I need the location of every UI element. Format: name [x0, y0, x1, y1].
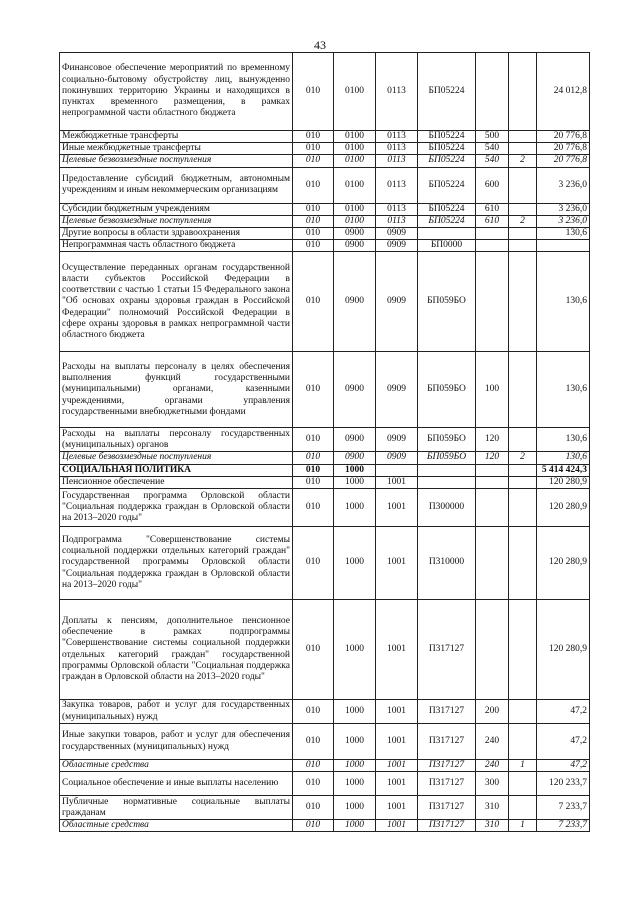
admin-code-cell: 010	[293, 252, 334, 352]
row-name-cell: Осуществление переданных органам государственной власти субъектов Российской Федерации в соответствии с частью 1 статьи 15 Федерального закона "Об основах охраны здоровья граждан в Российской Федерации" полномочий Российской Федерации в сфере охраны здоровья в рамках непрограммной части областного бюджета	[60, 252, 293, 352]
table-row	[60, 215, 590, 227]
amount-cell: 47,2	[537, 760, 590, 772]
source-code-cell	[509, 203, 537, 215]
amount-cell: 7 233,7	[537, 796, 590, 820]
row-name-cell: Межбюджетные трансферты	[60, 131, 293, 143]
target-article-code-cell: П317127	[418, 760, 476, 772]
target-article-code-cell: БП05224	[418, 143, 476, 155]
row-name-cell: Целевые безвозмездные поступления	[60, 215, 293, 227]
admin-code-cell: 010	[293, 203, 334, 215]
target-article-code-cell: БП059БО	[418, 352, 476, 428]
target-article-code-cell: БП0000	[418, 240, 476, 252]
amount-cell: 20 776,8	[537, 143, 590, 155]
table-row	[60, 167, 590, 203]
target-article-code-cell	[418, 464, 476, 476]
admin-code-cell: 010	[293, 700, 334, 724]
expense-type-code-cell	[476, 240, 509, 252]
row-name-cell: Пенсионное обеспечение	[60, 476, 293, 488]
source-code-cell	[509, 600, 537, 700]
amount-cell: 5 414 424,3	[537, 464, 590, 476]
target-article-code-cell	[418, 228, 476, 240]
table-row	[60, 352, 590, 428]
amount-cell: 7 233,7	[537, 820, 590, 832]
row-name-cell: Государственная программа Орловской области "Социальная поддержка граждан в Орловской области на 2013–2020 годы"	[60, 489, 293, 527]
subsection-code-cell: 0113	[376, 131, 418, 143]
table-row	[60, 700, 590, 724]
row-name-cell: Расходы на выплаты персоналу в целях обеспечения выполнения функций государственными (муниципальными) органами, казенными учреждениями, органами управления государственными внебюджетными фондами	[60, 352, 293, 428]
row-name-cell: Областные средства	[60, 820, 293, 832]
table-row	[60, 760, 590, 772]
source-code-cell	[509, 700, 537, 724]
amount-cell: 130,6	[537, 428, 590, 452]
expense-type-code-cell: 100	[476, 352, 509, 428]
expense-type-code-cell: 310	[476, 820, 509, 832]
subsection-code-cell: 1001	[376, 796, 418, 820]
subsection-code-cell: 0113	[376, 53, 418, 131]
admin-code-cell: 010	[293, 760, 334, 772]
table-row	[60, 772, 590, 796]
section-code-cell: 0900	[334, 428, 376, 452]
row-name-cell: Финансовое обеспечение мероприятий по временному социально-бытовому обустройству лиц, вынужденно покинувших территорию Украины и находящихся в пунктах временного размещения, в рамках непрограммной части областного бюджета	[60, 53, 293, 131]
target-article-code-cell: БП05224	[418, 155, 476, 167]
subsection-code-cell: 1001	[376, 527, 418, 600]
section-code-cell: 0100	[334, 53, 376, 131]
source-code-cell	[509, 476, 537, 488]
subsection-code-cell: 0909	[376, 228, 418, 240]
expense-type-code-cell: 120	[476, 428, 509, 452]
source-code-cell	[509, 167, 537, 203]
row-name-cell: Субсидии бюджетным учреждениям	[60, 203, 293, 215]
subsection-code-cell: 1001	[376, 476, 418, 488]
subsection-code-cell: 0113	[376, 215, 418, 227]
expense-type-code-cell: 240	[476, 760, 509, 772]
target-article-code-cell: П317127	[418, 796, 476, 820]
expense-type-code-cell	[476, 228, 509, 240]
source-code-cell	[509, 228, 537, 240]
table-row	[60, 476, 590, 488]
amount-cell: 20 776,8	[537, 131, 590, 143]
subsection-code-cell: 0909	[376, 252, 418, 352]
source-code-cell	[509, 131, 537, 143]
subsection-code-cell	[376, 464, 418, 476]
admin-code-cell: 010	[293, 527, 334, 600]
expense-type-code-cell: 200	[476, 700, 509, 724]
table-row	[60, 53, 590, 131]
table-row	[60, 228, 590, 240]
expense-type-code-cell: 500	[476, 131, 509, 143]
row-name-cell: Целевые безвозмездные поступления	[60, 155, 293, 167]
amount-cell: 130,6	[537, 452, 590, 464]
target-article-code-cell	[418, 476, 476, 488]
target-article-code-cell: БП05224	[418, 167, 476, 203]
row-name-cell: СОЦИАЛЬНАЯ ПОЛИТИКА	[60, 464, 293, 476]
amount-cell: 130,6	[537, 252, 590, 352]
expense-type-code-cell: 300	[476, 772, 509, 796]
section-code-cell: 1000	[334, 489, 376, 527]
expense-type-code-cell: 310	[476, 796, 509, 820]
source-code-cell	[509, 352, 537, 428]
section-code-cell: 0900	[334, 452, 376, 464]
section-code-cell: 1000	[334, 600, 376, 700]
table-row	[60, 428, 590, 452]
subsection-code-cell: 0113	[376, 155, 418, 167]
section-code-cell: 0900	[334, 228, 376, 240]
subsection-code-cell: 1001	[376, 724, 418, 760]
row-name-cell: Публичные нормативные социальные выплаты гражданам	[60, 796, 293, 820]
table-row	[60, 252, 590, 352]
amount-cell: 120 280,9	[537, 527, 590, 600]
row-name-cell: Предоставление субсидий бюджетным, автономным учреждениям и иным некоммерческим организациям	[60, 167, 293, 203]
source-code-cell	[509, 796, 537, 820]
source-code-cell: 1	[509, 820, 537, 832]
source-code-cell	[509, 772, 537, 796]
expense-type-code-cell	[476, 53, 509, 131]
source-code-cell	[509, 464, 537, 476]
expense-type-code-cell: 610	[476, 215, 509, 227]
amount-cell: 120 280,9	[537, 489, 590, 527]
table-body	[60, 53, 590, 832]
admin-code-cell: 010	[293, 228, 334, 240]
amount-cell: 120 280,9	[537, 476, 590, 488]
target-article-code-cell: П317127	[418, 700, 476, 724]
admin-code-cell: 010	[293, 820, 334, 832]
admin-code-cell: 010	[293, 167, 334, 203]
table-row	[60, 452, 590, 464]
table-row	[60, 464, 590, 476]
subsection-code-cell: 0113	[376, 203, 418, 215]
row-name-cell: Доплаты к пенсиям, дополнительное пенсионное обеспечение в рамках подпрограммы "Совершенствование системы социальной поддержки отдельных категорий граждан" государственной программы Орловской области "Социальная поддержка граждан в Орловской области на 2013–2020 годы"	[60, 600, 293, 700]
subsection-code-cell: 1001	[376, 489, 418, 527]
section-code-cell: 1000	[334, 724, 376, 760]
target-article-code-cell: БП059БО	[418, 252, 476, 352]
subsection-code-cell: 0113	[376, 167, 418, 203]
target-article-code-cell: П317127	[418, 600, 476, 700]
source-code-cell	[509, 53, 537, 131]
source-code-cell	[509, 252, 537, 352]
expense-type-code-cell: 540	[476, 143, 509, 155]
amount-cell	[537, 240, 590, 252]
target-article-code-cell: П300000	[418, 489, 476, 527]
admin-code-cell: 010	[293, 724, 334, 760]
admin-code-cell: 010	[293, 143, 334, 155]
subsection-code-cell: 0909	[376, 240, 418, 252]
expense-type-code-cell	[476, 489, 509, 527]
section-code-cell: 0100	[334, 155, 376, 167]
subsection-code-cell: 1001	[376, 820, 418, 832]
row-name-cell: Расходы на выплаты персоналу государственных (муниципальных) органов	[60, 428, 293, 452]
amount-cell: 120 233,7	[537, 772, 590, 796]
table-row	[60, 143, 590, 155]
admin-code-cell: 010	[293, 131, 334, 143]
section-code-cell: 1000	[334, 527, 376, 600]
source-code-cell	[509, 724, 537, 760]
admin-code-cell: 010	[293, 240, 334, 252]
section-code-cell: 1000	[334, 700, 376, 724]
row-name-cell: Непрограммная часть областного бюджета	[60, 240, 293, 252]
subsection-code-cell: 0909	[376, 428, 418, 452]
admin-code-cell: 010	[293, 489, 334, 527]
row-name-cell: Закупка товаров, работ и услуг для государственных (муниципальных) нужд	[60, 700, 293, 724]
admin-code-cell: 010	[293, 452, 334, 464]
section-code-cell: 0900	[334, 352, 376, 428]
page-number: 43	[314, 38, 326, 52]
amount-cell: 3 236,0	[537, 203, 590, 215]
row-name-cell: Иные межбюджетные трансферты	[60, 143, 293, 155]
section-code-cell: 1000	[334, 464, 376, 476]
source-code-cell	[509, 240, 537, 252]
table-row	[60, 527, 590, 600]
amount-cell: 3 236,0	[537, 167, 590, 203]
admin-code-cell: 010	[293, 772, 334, 796]
expense-type-code-cell	[476, 476, 509, 488]
section-code-cell: 0100	[334, 131, 376, 143]
section-code-cell: 0100	[334, 143, 376, 155]
table-row	[60, 489, 590, 527]
amount-cell: 47,2	[537, 724, 590, 760]
source-code-cell	[509, 428, 537, 452]
section-code-cell: 1000	[334, 796, 376, 820]
target-article-code-cell: П310000	[418, 527, 476, 600]
table-row	[60, 820, 590, 832]
target-article-code-cell: П317127	[418, 724, 476, 760]
expense-type-code-cell: 120	[476, 452, 509, 464]
source-code-cell: 2	[509, 452, 537, 464]
admin-code-cell: 010	[293, 476, 334, 488]
amount-cell: 20 776,8	[537, 155, 590, 167]
expense-type-code-cell	[476, 252, 509, 352]
amount-cell: 130,6	[537, 352, 590, 428]
section-code-cell: 0900	[334, 240, 376, 252]
section-code-cell: 1000	[334, 760, 376, 772]
target-article-code-cell: БП05224	[418, 215, 476, 227]
amount-cell: 120 280,9	[537, 600, 590, 700]
row-name-cell: Областные средства	[60, 760, 293, 772]
table-row	[60, 724, 590, 760]
table-row	[60, 155, 590, 167]
budget-table	[59, 52, 590, 832]
section-code-cell: 0100	[334, 167, 376, 203]
subsection-code-cell: 1001	[376, 760, 418, 772]
section-code-cell: 1000	[334, 820, 376, 832]
row-name-cell: Иные закупки товаров, работ и услуг для обеспечения государственных (муниципальных) нужд	[60, 724, 293, 760]
section-code-cell: 0900	[334, 252, 376, 352]
admin-code-cell: 010	[293, 53, 334, 131]
table-row	[60, 796, 590, 820]
source-code-cell	[509, 489, 537, 527]
expense-type-code-cell	[476, 600, 509, 700]
source-code-cell: 2	[509, 155, 537, 167]
admin-code-cell: 010	[293, 215, 334, 227]
row-name-cell: Социальное обеспечение и иные выплаты населению	[60, 772, 293, 796]
admin-code-cell: 010	[293, 352, 334, 428]
section-code-cell: 0100	[334, 203, 376, 215]
subsection-code-cell: 1001	[376, 600, 418, 700]
target-article-code-cell: БП05224	[418, 53, 476, 131]
expense-type-code-cell: 610	[476, 203, 509, 215]
amount-cell: 130,6	[537, 228, 590, 240]
admin-code-cell: 010	[293, 428, 334, 452]
admin-code-cell: 010	[293, 796, 334, 820]
section-code-cell: 1000	[334, 772, 376, 796]
amount-cell: 24 012,8	[537, 53, 590, 131]
source-code-cell	[509, 527, 537, 600]
table-row	[60, 600, 590, 700]
subsection-code-cell: 0113	[376, 143, 418, 155]
subsection-code-cell: 0909	[376, 352, 418, 428]
target-article-code-cell: БП05224	[418, 203, 476, 215]
target-article-code-cell: П317127	[418, 820, 476, 832]
admin-code-cell: 010	[293, 600, 334, 700]
source-code-cell	[509, 143, 537, 155]
table-row	[60, 131, 590, 143]
table-row	[60, 240, 590, 252]
target-article-code-cell: БП05224	[418, 131, 476, 143]
section-code-cell: 0100	[334, 215, 376, 227]
source-code-cell: 1	[509, 760, 537, 772]
subsection-code-cell: 1001	[376, 700, 418, 724]
target-article-code-cell: П317127	[418, 772, 476, 796]
admin-code-cell: 010	[293, 155, 334, 167]
row-name-cell: Другие вопросы в области здравоохранения	[60, 228, 293, 240]
expense-type-code-cell: 240	[476, 724, 509, 760]
expense-type-code-cell	[476, 527, 509, 600]
source-code-cell: 2	[509, 215, 537, 227]
expense-type-code-cell: 600	[476, 167, 509, 203]
amount-cell: 47,2	[537, 700, 590, 724]
amount-cell: 3 236,0	[537, 215, 590, 227]
section-code-cell: 1000	[334, 476, 376, 488]
row-name-cell: Целевые безвозмездные поступления	[60, 452, 293, 464]
subsection-code-cell: 0909	[376, 452, 418, 464]
expense-type-code-cell	[476, 464, 509, 476]
target-article-code-cell: БП059БО	[418, 428, 476, 452]
target-article-code-cell: БП059БО	[418, 452, 476, 464]
subsection-code-cell: 1001	[376, 772, 418, 796]
table-row	[60, 203, 590, 215]
row-name-cell: Подпрограмма "Совершенствование системы социальной поддержки отдельных категорий граждан" государственной программы Орловской области "Социальная поддержка граждан в Орловской области на 2013–2020 годы"	[60, 527, 293, 600]
admin-code-cell: 010	[293, 464, 334, 476]
expense-type-code-cell: 540	[476, 155, 509, 167]
